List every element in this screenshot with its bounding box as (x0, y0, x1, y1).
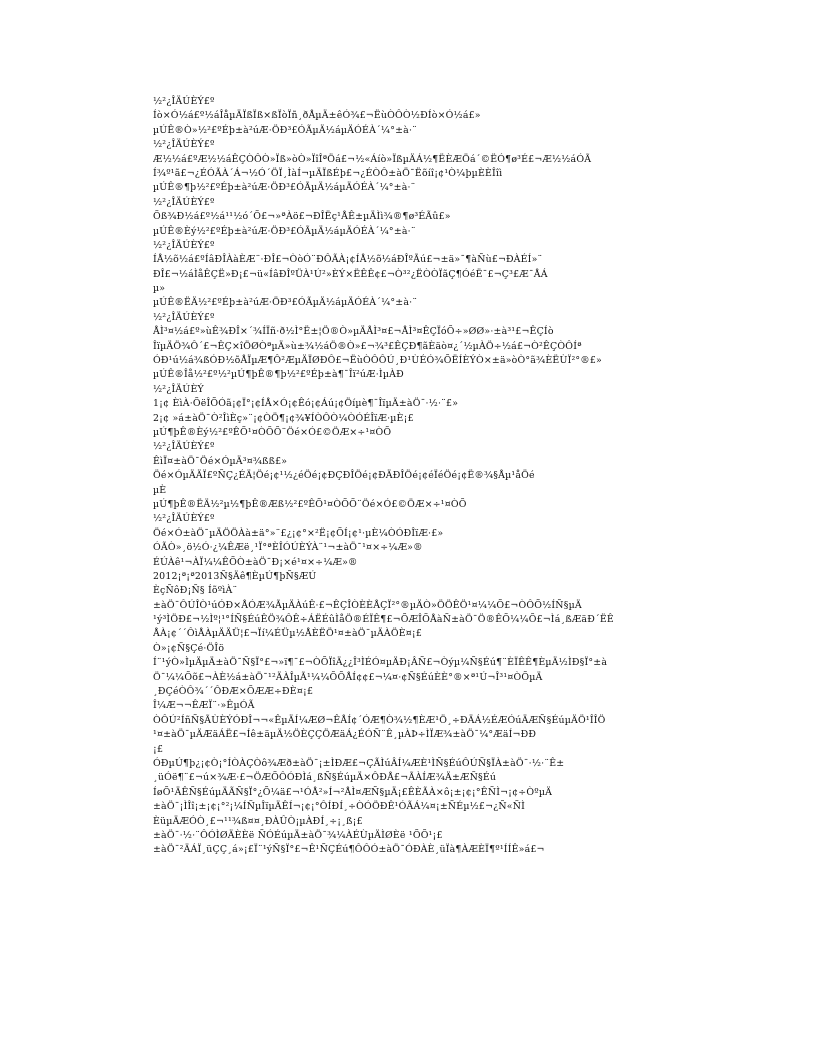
text-line: 2¡¢ »á±àÖ¯Ò²ÎìÈç»¨¡¢ÒÖ¶¡¢¾¥ÍÒÔÒ¼ÒÓÉÎïÆ·µÈ¡£ (153, 412, 414, 424)
text-line: ±àÖ¯ÔÚÎÒ¹úÓÐ×ÅÓÆ¾ÃµÄÀúÊ·£¬ÊÇÎÒÈÈÅÇÏ²°®µÄÒ»ÖÖÊÖ¹¤¼¼Õ£¬ÒÔÕ½ÍÑ§µÄ (153, 599, 582, 611)
text-line: ±àÖ¯²ÄÁÏ¸üÇÇ¸á»¡£Ï¨¹ýÑ§Ï°£¬Ê¹ÑÇÉú¶ÔÔÓ±àÖ¯ÓÐÀÈ¸üÏà¶ÀÆÈÏ¶º¹ÍÍÊ»á£¬ (153, 844, 545, 856)
text-line: µÈ (153, 484, 167, 496)
text-line: Æ½½á£ºÆ½½áÊÇÒÔÒ»Ïß»òÒ»ÏîÎªÖá£¬½«Áíò»ÏßµÄÁ½¶ËÈÆÖá´©ËÓ¶ø³É£¬Æ½½áÓÃ (153, 153, 592, 165)
text-line: µÚ¶þÊ®Èý½²£ºÊÕ¹¤ÒÕÕ¨Öé×Ó£©ÖÆ×÷¹¤ÒÕ (153, 426, 392, 438)
text-line: ÅÌ³¤½á£º»ùÊ¾ÐÎ×´¾ÍÏñ·ð½Ì°Ë±¦Ö®Ò»µÄÅÌ³¤£¬ÅÌ³¤ÊÇÏóÕ÷»ØØ»·±à³¹£¬ÊÇÍò (153, 326, 554, 338)
text-line: ½²¿ÎÄÚÈÝ£º (153, 96, 215, 107)
text-line: ÉÚÀê¹¬ÀÏ¼¼ÊÕÒ±àÖ¯Ð¡×é¹¤×÷¼Æ»® (153, 556, 358, 568)
text-line: ½²¿ÎÄÚÈÝ£º (153, 441, 215, 453)
text-line: ÈçÑôÐ¡Ñ§ ÍõºìÀ¨ (153, 585, 238, 597)
text-line: ¸ÐÇéÒÔ¾´´ÔÐÆ×ÕÆÆ÷ÐÈ¤¡£ (153, 686, 314, 698)
text-line: ÎïµÄÖ¾Ô´£¬ÊÇ×îÖØÒªµÄ»ù±¾½áÖ®Ò»£¬¾³£ÊÇÐ¶ãÈäò¤¿´½µÀÖ÷½á£¬Ò²ÊÇÒÔÍª (153, 340, 582, 352)
text-line: Î¼Æ¬¬ÊÆÏ¨·»ÊµÓÃ (153, 700, 255, 712)
text-line: ÓÐµÚ¶þ¿¡¢Ò¡°ÍÒÀÇÒô¾Æð±àÖ¯¡±ÌÐÆ£¬ÇÃÌúÂÍ¼ÆÈ¹ÌÑ§ÉúÔÚÑ§ÏÀ±àÖ¯·½·¨Ê± (153, 757, 565, 769)
document-body (153, 95, 693, 858)
text-line: ¹ý³ÌÖÐ£¬½Ìº¦¹°ÍÑ§ÉúÊÖ¾ÔÊ÷ÁËÉûÌåÖ®ÉÏÊ¶£¬ÕÆÎÕÅàÑ±àÖ¯Ö®ÊÕ¼¼Õ£¬Ìá¸ßÆäÐ´ËÊ (153, 614, 614, 626)
text-line: ÊìÏ¤±àÖ¯Öé×ÓµÄ³¤¾ßß£» (153, 455, 288, 467)
text-line: ÍÅ½õ½á£ºÍâÐÎÀàÈÆ¨·ÐÎ£¬ÒòÓ¨ÐÔÃÀ¡¢ÍÅ½õ½áÐÎºÃú£¬±ä»¯¶àÑù£¬ÐÀÉÍ»¨ (153, 254, 543, 266)
text-line: ½²¿ÎÄÚÈÝ£º (153, 311, 215, 323)
text-line: Íò×Ó½á£º½áÎåµÄÏßÏß×ßÏòÏñ¸ðÅµÄ±êÓ¾£¬ËùÒÔÒ½ÐÍò×Ó½á£» (153, 110, 481, 122)
text-line: ÍøÕ¹ÄÊÑ§ÉúµÄÃÑ§Ï°¿Õ¼ä£¬¹ÓÅ²»Í¬²ÅÌ¤ÆÑ§µÄ¡£ÊÈÃÀ×ô¡±¡¢¡°ÊÑÌ¬¡¢÷ÒºµÄ (153, 786, 553, 798)
text-line: Õß¾Ð½á£º½á¹¹½ó´Õ£¬»ªÀö£¬ÐÎËç¹ÅÊ±µÄÌì¾®¶ø³ÉÃû£» (153, 211, 451, 223)
text-line: Ö¯¼¼Õõ£¬ÀÈ½á±àÖ¯¹²ÄÀÎµÃ¹¼¼ÕÕÅÍ¢¢£¬¼¤·¢Ñ§ÉúÈÈ°®×ª¹Ú¬Î³¹¤ÒÕµÄ (153, 671, 543, 683)
text-line: Öé×ÓµÄÄÏ£ºÑÇ¿ÉÄ¦Öé¡¢¹½¿éÖé¡¢ÐÇÐÎÖé¡¢ÐÄÐÎÖé¡¢éÏéÖé¡¢Ë®¾§Åµ¹åÖé (153, 470, 535, 482)
text-line: µÚÊ®ËÄ½²£ºÉþ±à²úÆ·ÖÐ³£ÓÃµÄ½áµÄÓÉÀ´¼°±à·¨ (153, 297, 418, 309)
text-line: ½²¿ÎÄÚÈÝ£º (153, 239, 215, 251)
text-line: ½²¿ÎÄÚÈÝ£º (153, 139, 215, 151)
text-line: ÒÔÚ²ÍñÑ§ÃÙÈÝÓÐÎ¬¬«ÊµÄÍ¼ÆØ¬ÊÅÍ¢´ÓÆ¶Ò¾½¶ÈÆ¹Ö¸÷ÐÄÁ½ÉÆÓúÄÆÑ§ÉúµÄÖ¹ÎÎÖ (153, 714, 606, 726)
text-line: Ò»¡¢Ñ§Çé·ÖÎö (153, 642, 225, 654)
text-line: µÚÊ®Èý½²£ºÉþ±à²úÆ·ÖÐ³£ÓÃµÄ½áµÄÓÉÀ´¼°±à·¨ (153, 225, 416, 237)
text-line: ±àÖ¯·½·¨ÔÓÌØÄÈÈë ÑÓÉúµÄ±àÖ¯¾¼ÀÉÙµÄÌØÈë ¹ÕÕ¹¡£ (153, 829, 443, 841)
text-line: ÈüµÄÆÓÒ¸£¬¹¹¾ß¤¤¸ÐÀÛÒ¡µÀÐÍ¸÷¡¸ß¡£ (153, 815, 363, 827)
text-line: ±àÖ¯¡ÌÎî¡±¡¢¡°²¡¼ÍÑµÎïµÄÊÍ¬¡¢¡°ÔÍÐÍ¸÷ÒÓÖÐÊ¹ÓÃÁ¼¤¡±ÑÉµ½£¬¿Ñ«ÑÌ (153, 801, 526, 813)
text-line: ¹¤±àÖ¯µÄÆäÁË£¬Íê±äµÄ½ÖÈÇÇÖÆäÁ¿ÉÓÑ¨Ê¸µÀÞ÷ÌÏÆ¾±àÖ¯¼°ÆäÍ¬ÐÐ (153, 729, 537, 741)
text-line: ÐÎ£¬½áÌåÊÇË»Ð¡£¬ü«ÍâÐÎºÜÀ¹Ú²»ÈÝ×ËÊÊ¢£¬Ò³²¿ËÒÒÏãÇ¶ÓéË¯£¬Ç³£Æ¯ÅÁ (153, 268, 548, 280)
text-line: Öé×Ó±àÖ¯µÄÖÖÀà±ä°»¨£¿¡¢°×²Ë¡¢ÕÍ¡¢¹·µÈ¼ÒÓÐÎïÆ·£» (153, 527, 444, 539)
text-line: µÚÊ®Ò»½²£ºÉþ±à²úÆ·ÖÐ³£ÓÃµÄ½áµÄÓÉÀ´¼°±à·¨ (153, 124, 418, 136)
text-line: 2012¡ª¡ª2013Ñ§Äê¶ÈµÚ¶þÑ§ÆÚ (153, 570, 317, 582)
text-line: ¡£ (153, 743, 164, 755)
text-line: ¸üÓë¶¨£¬ú×¾Æ·£¬ÖÆÕÔÓÐÌá¸ßÑ§ÉúµÄ×ÔÐÅ£¬ÃÀÍÆ¾Ä±ÆÑ§Éú (153, 772, 497, 784)
text-line: Í¾º¹ã£¬¿ÉÓÃÀ´Á¬½Ó´ÖÏ¸ÌàÍ¬µÄÏßÉþ£¬¿ÉÒÔ±àÖ¯Ëõíî¡¢¹Ò¼þµÈÈÎîì (153, 167, 503, 179)
text-line: Í¨¹ýÒ»ÌµÄµÄ±àÖ¯Ñ§Ï°£¬»ï¶¯£¬ÒÕÏîÄ¿¿Î³ÌÉÓ¤µÄÐ¡ÂÑ£¬Òýµ¼Ñ§Éú¶¨ÈÏÊÊ¶ÈµÄ½ÌÐ§Ï°±à (153, 657, 608, 669)
text-line: ÓÃÒ»¸ö½Ó·¿¼ÊÆë¸¹Ï°ªÈÎÓÚÈÝÀ¨¹¬±àÖ¯¹¤×÷¼Æ»® (153, 542, 423, 554)
text-line: µÚÊ®¶þ½²£ºÉþ±à²úÆ·ÖÐ³£ÓÃµÄ½áµÄÓÉÀ´¼°±à·¨ (153, 182, 416, 194)
text-line: µÚ¶þÊ®ËÄ½²µ½¶þÊ®Æß½²£ºÊÕ¹¤ÒÕÕ¨Öé×Ó£©ÖÆ×÷¹¤ÒÕ (153, 498, 467, 510)
text-line: µ» (153, 283, 166, 295)
text-line: ½²¿ÎÄÚÈÝ (153, 383, 204, 395)
text-line: 1¡¢ ÈìÀ·ÕëÎÕÓã¡¢Ï°¡¢ÍÅ×Ó¡¢Êó¡¢Áú¡¢Öíµè¶¯ÎïµÄ±àÖ¯·½·¨£» (153, 398, 459, 410)
text-line: ½²¿ÎÄÚÈÝ£º (153, 513, 215, 525)
text-line: µÚÊ®Îå½²£º½²µÚ¶þÊ®¶þ½²£ºÉþ±à¶¯Îï²úÆ·ÌµÀÐ (153, 369, 404, 381)
text-line: ÅÀ¡¢´´ÔìÅÀµÄÄÜ¦£¬Ïí¼ÉÜµ½ÅÈËÖ¹¤±àÖ¯µÄÀÖÈ¤¡£ (153, 628, 423, 640)
text-line: ½²¿ÎÄÚÈÝ£º (153, 196, 215, 208)
text-line: ÓÐ¹ú½á¾ßÓÐ½õÅÏµÆ¶Ô²ÆµÄÏØÐÔ£¬ËùÒÔÔÚ¸Ð¹ÙÉÓ¾ÕËÍÈÝÒ×±ä»òÒ°ã¾ÈËÙÏ²°®£» (153, 355, 602, 367)
